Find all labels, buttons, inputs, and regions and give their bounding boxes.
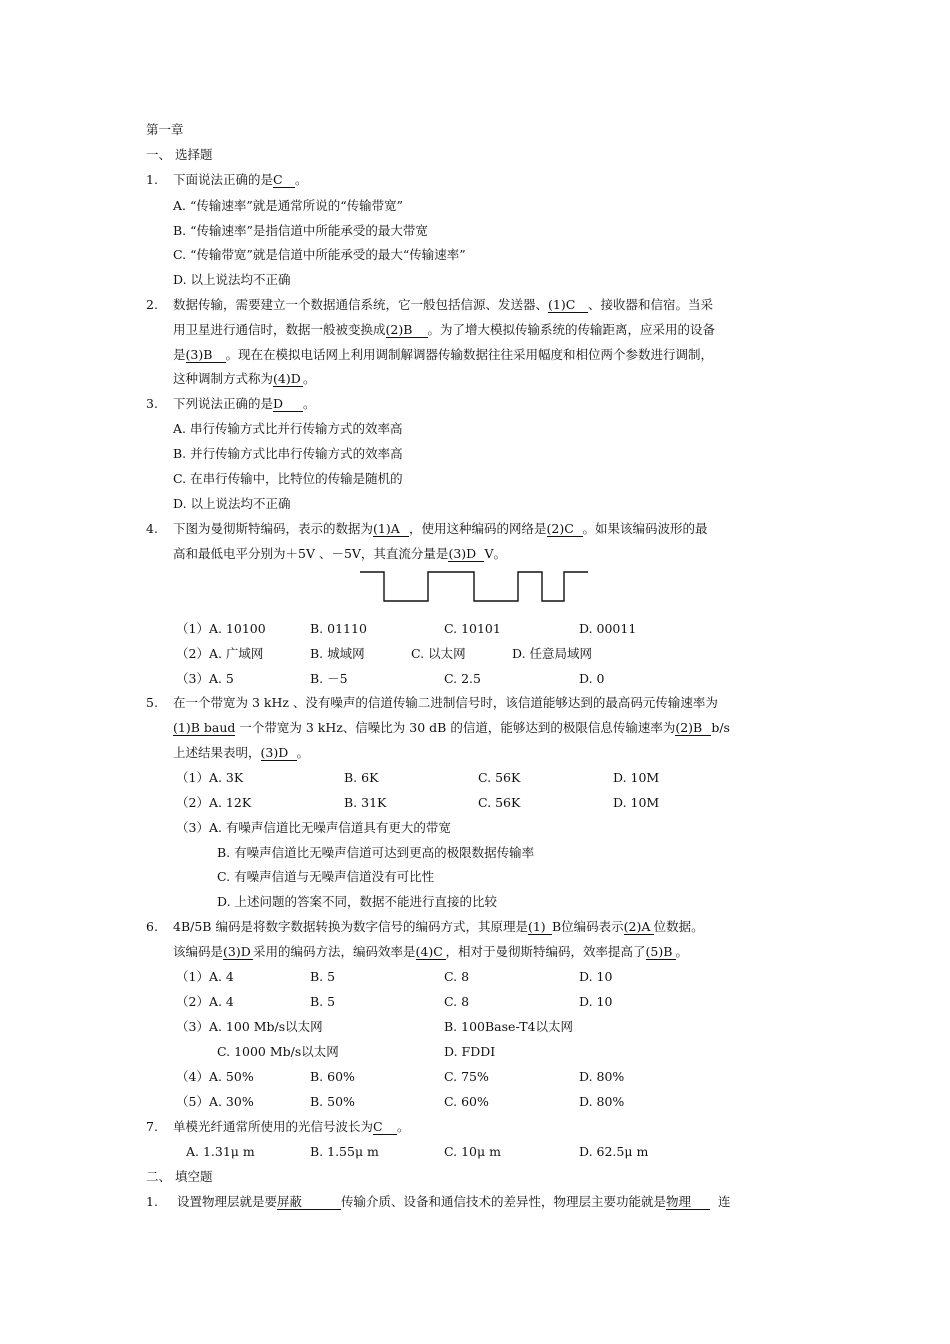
question-line: 是(3)B 。现在在模拟电话网上利用调制解调器传输数据往往采用幅度和相位两个参数进行调制， <box>173 347 714 362</box>
option-row-2: （2）A. 广域网 B. 城域网 C. 以太网 D. 任意局域网 <box>176 646 593 661</box>
option: B. 并行传输方式比串行传输方式的效率高 <box>173 446 403 461</box>
question-line: 数据传输，需要建立一个数据通信系统，它一般包括信源、发送器、(1)C 、接收器和信宿。当采 <box>173 297 714 312</box>
option: D. 以上说法均不正确 <box>173 496 291 511</box>
answer-blank: (1)A <box>373 521 409 537</box>
answer-blank: (1) <box>528 919 552 935</box>
answer-blank: D <box>273 396 303 412</box>
option: A. 串行传输方式比并行传输方式的效率高 <box>173 421 403 436</box>
option: A. “传输速率”就是通常所说的“传输带宽” <box>173 198 404 213</box>
question-number: 3. <box>146 396 158 411</box>
question-line: (1)B baud 一个带宽为 3 kHz、信噪比为 30 dB 的信道，能够达到的极限信息传输速率为(2)B b/s <box>173 720 730 735</box>
option: （3）A. 有噪声信道比无噪声信道具有更大的带宽 <box>176 820 451 835</box>
question-line: 4B/5B 编码是将数字数据转换为数字信号的编码方式，其原理是(1) B位编码表示(2)A 位数据。 <box>173 919 704 934</box>
answer-blank: C <box>273 172 295 188</box>
question-number: 6. <box>146 919 158 934</box>
option: B. 有噪声信道比无噪声信道可达到更高的极限数据传输率 <box>217 845 535 860</box>
option-row-1: （1）A. 4 B. 5 C. 8 D. 10 <box>176 969 613 984</box>
option-row-2: （2）A. 12K B. 31K C. 56K D. 10M <box>176 795 660 810</box>
answer-blank: C <box>373 1119 397 1135</box>
option-row-5: （5）A. 30% B. 50% C. 60% D. 80% <box>176 1094 625 1109</box>
manchester-waveform <box>358 568 598 608</box>
answer-blank: (3)D <box>448 546 484 562</box>
answer-blank: (4)C <box>416 944 446 960</box>
question-stem: 下列说法正确的是D 。 <box>173 396 316 411</box>
answer-blank: (2)B <box>386 322 428 338</box>
question-line: 该编码是(3)D 采用的编码方法，编码效率是(4)C ，相对于曼彻斯特编码，效率提高了(5)B 。 <box>173 944 689 959</box>
option: C. “传输带宽”就是信道中所能承受的最大“传输速率” <box>173 247 466 262</box>
question-number: 1. <box>146 172 158 187</box>
answer-blank: (4)D <box>273 371 303 387</box>
question-stem: 下面说法正确的是C 。 <box>173 172 308 187</box>
question-number: 5. <box>146 695 158 710</box>
option-row-1: （1）A. 3K B. 6K C. 56K D. 10M <box>176 770 660 785</box>
section-heading-fill: 二、 填空题 <box>146 1169 213 1184</box>
answer-blank: (5)B <box>646 944 676 960</box>
option: B. “传输速率”是指信道中所能承受的最大带宽 <box>173 223 428 238</box>
option: C. 在串行传输中，比特位的传输是随机的 <box>173 471 403 486</box>
section-heading-choice: 一、 选择题 <box>146 147 213 162</box>
option-row-3: （3）A. 5 B. －5 C. 2.5 D. 0 <box>176 671 605 686</box>
option: D. 上述问题的答案不同，数据不能进行直接的比较 <box>217 894 498 909</box>
answer-blank: (2)A <box>624 919 654 935</box>
question-number: 2. <box>146 297 158 312</box>
question-line: 设置物理层就是要屏蔽 传输介质、设备和通信技术的差异性，物理层主要功能就是物理 连 <box>177 1194 731 1209</box>
chapter-heading: 第一章 <box>146 122 184 137</box>
answer-blank: (1)C <box>548 297 588 313</box>
question-number: 4. <box>146 521 158 536</box>
question-line: 下图为曼彻斯特编码，表示的数据为(1)A ，使用这种编码的网络是(2)C 。如果该编码波形的最 <box>173 521 708 536</box>
question-line: 高和最低电平分别为＋5V 、－5V，其直流分量是(3)D V。 <box>173 546 506 561</box>
answer-blank: (2)B <box>675 720 711 736</box>
question-line: 用卫星进行通信时，数据一般被变换成(2)B 。为了增大模拟传输系统的传输距离，应采用的设备 <box>173 322 716 337</box>
answer-blank: (3)D <box>223 944 253 960</box>
answer-blank: (2)C <box>547 521 583 537</box>
option: D. 以上说法均不正确 <box>173 272 291 287</box>
option-row: A. 1.31μ m B. 1.55μ m C. 10μ m D. 62.5μ m <box>186 1144 649 1159</box>
option-row-4: （4）A. 50% B. 60% C. 75% D. 80% <box>176 1069 625 1084</box>
answer-blank: (3)D <box>261 745 297 761</box>
answer-blank: 物理 <box>666 1194 710 1210</box>
question-line: 这种调制方式称为(4)D 。 <box>173 371 316 386</box>
option-row-1: （1）A. 10100 B. 01110 C. 10101 D. 00011 <box>176 621 637 636</box>
question-number: 7. <box>146 1119 158 1134</box>
option: C. 有噪声信道与无噪声信道没有可比性 <box>217 869 435 884</box>
answer-blank: (3)B <box>186 347 226 363</box>
option-row-3a: （3）A. 100 Mb/s以太网 B. 100Base-T4以太网 <box>176 1019 574 1034</box>
option-row-3b: C. 1000 Mb/s以太网 D. FDDI <box>217 1044 496 1059</box>
option-row-2: （2）A. 4 B. 5 C. 8 D. 10 <box>176 994 613 1009</box>
question-line: 上述结果表明，(3)D 。 <box>173 745 310 760</box>
answer-blank: (1)B baud <box>173 720 236 735</box>
question-line: 在一个带宽为 3 kHz 、没有噪声的信道传输二进制信号时，该信道能够达到的最高码元传输速率为 <box>173 695 718 710</box>
answer-blank: 屏蔽 <box>277 1194 341 1210</box>
question-stem: 单模光纤通常所使用的光信号波长为C 。 <box>173 1119 410 1134</box>
question-number: 1. <box>146 1194 158 1209</box>
